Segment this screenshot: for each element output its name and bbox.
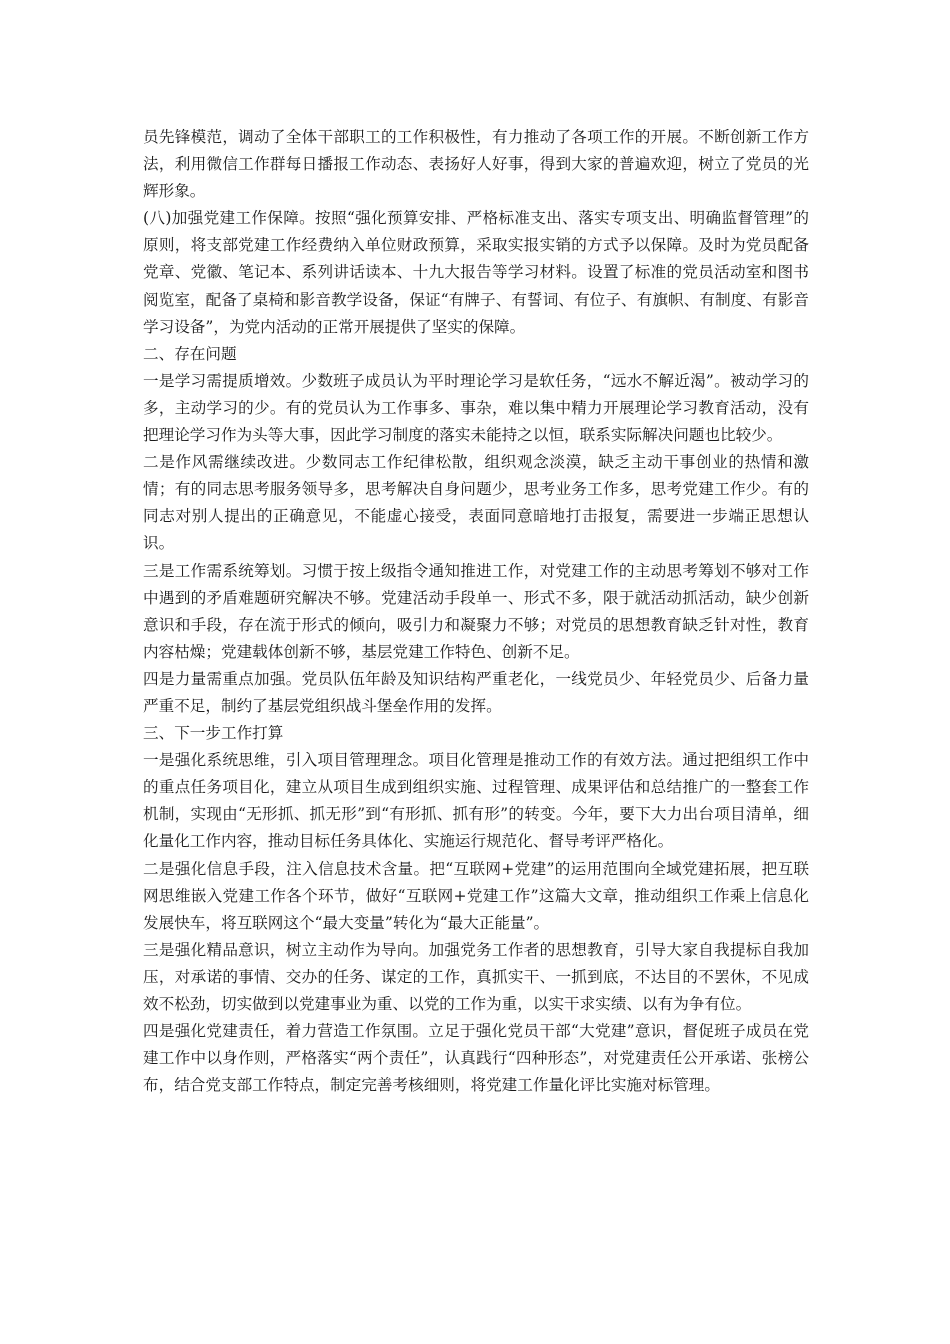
paragraph-problem-planning: 三是工作需系统筹划。习惯于按上级指令通知推进工作，对党建工作的主动思考筹划不够对工作中遇到的矛盾难题研究解决不够。党建活动手段单一、形式不多，限于就活动抓活动，缺少创新意识和手段，存在流于形式的倾向，吸引力和凝聚力不够；对党员的思想教育缺乏针对性，教育内容枯燥；党建载体创新不够，基层党建工作特色、创新不足。 xyxy=(143,561,809,661)
paragraph-party-building-guarantee: (八)加强党建工作保障。按照“强化预算安排、严格标准支出、落实专项支出、明确监督管理”的原则，将支部党建工作经费纳入单位财政预算，采取实报实销的方式予以保障。及时为党员配备党章、党徽、笔记本、系列讲话读本、十九大报告等学习材料。设置了标准的党员活动室和图书阅览室，配备了桌椅和影音教学设备，保证“有牌子、有誓词、有位子、有旗帜、有制度、有影音学习设备”，为党内活动的正常开展提供了坚实的保障。 xyxy=(143,209,809,336)
paragraph-party-member-model: 员先锋模范，调动了全体干部职工的工作积极性，有力推动了各项工作的开展。不断创新工作方法，利用微信工作群每日播报工作动态、表扬好人好事，得到大家的普遍欢迎，树立了党员的光辉形象。 xyxy=(143,128,809,201)
section-heading-next-steps: 三、下一步工作打算 xyxy=(143,724,284,743)
paragraph-problem-work-style: 二是作风需继续改进。少数同志工作纪律松散，组织观念淡漠，缺乏主动干事创业的热情和激情；有的同志思考服务领导多，思考解决自身问题少，思考业务工作多，思考党建工作少。有的同志对别人提出的正确意见，不能虚心接受，表面同意暗地打击报复，需要进一步端正思想认识。 xyxy=(143,453,809,553)
document-body xyxy=(143,124,809,1099)
paragraph-plan-systems-thinking: 一是强化系统思维，引入项目管理理念。项目化管理是推动工作的有效方法。通过把组织工作中的重点任务项目化，建立从项目生成到组织实施、过程管理、成果评估和总结推广的一整套工作机制，实现由“无形抓、抓无形”到“有形抓、抓有形”的转变。今年，要下大力出台项目清单，细化量化工作内容，推动目标任务具体化、实施运行规范化、督导考评严格化。 xyxy=(143,751,809,851)
paragraph-plan-responsibility: 四是强化党建责任，着力营造工作氛围。立足于强化党员干部“大党建”意识，督促班子成员在党建工作中以身作则，严格落实“两个责任”，认真践行“四种形态”，对党建责任公开承诺、张榜公布，结合党支部工作特点，制定完善考核细则，将党建工作量化评比实施对标管理。 xyxy=(143,1022,809,1095)
paragraph-problem-strength: 四是力量需重点加强。党员队伍年龄及知识结构严重老化，一线党员少、年轻党员少、后备力量严重不足，制约了基层党组织战斗堡垒作用的发挥。 xyxy=(143,669,809,715)
paragraph-plan-information: 二是强化信息手段，注入信息技术含量。把“互联网+党建”的运用范围向全域党建拓展，把互联网思维嵌入党建工作各个环节，做好“互联网+党建工作”这篇大文章，推动组织工作乘上信息化发展快车，将互联网这个“最大变量”转化为“最大正能量”。 xyxy=(143,859,809,932)
section-heading-existing-problems: 二、存在问题 xyxy=(143,344,237,363)
paragraph-plan-quality: 三是强化精品意识，树立主动作为导向。加强党务工作者的思想教育，引导大家自我提标自我加压，对承诺的事情、交办的任务、谋定的工作，真抓实干、一抓到底，不达目的不罢休，不见成效不松劲，切实做到以党建事业为重、以党的工作为重，以实干求实绩、以有为争有位。 xyxy=(143,940,809,1013)
paragraph-problem-study: 一是学习需提质增效。少数班子成员认为平时理论学习是软任务，“远水不解近渴”。被动学习的多，主动学习的少。有的党员认为工作事多、事杂，难以集中精力开展理论学习教育活动，没有把理论学习作为头等大事，因此学习制度的落实未能持之以恒，联系实际解决问题也比较少。 xyxy=(143,371,809,445)
